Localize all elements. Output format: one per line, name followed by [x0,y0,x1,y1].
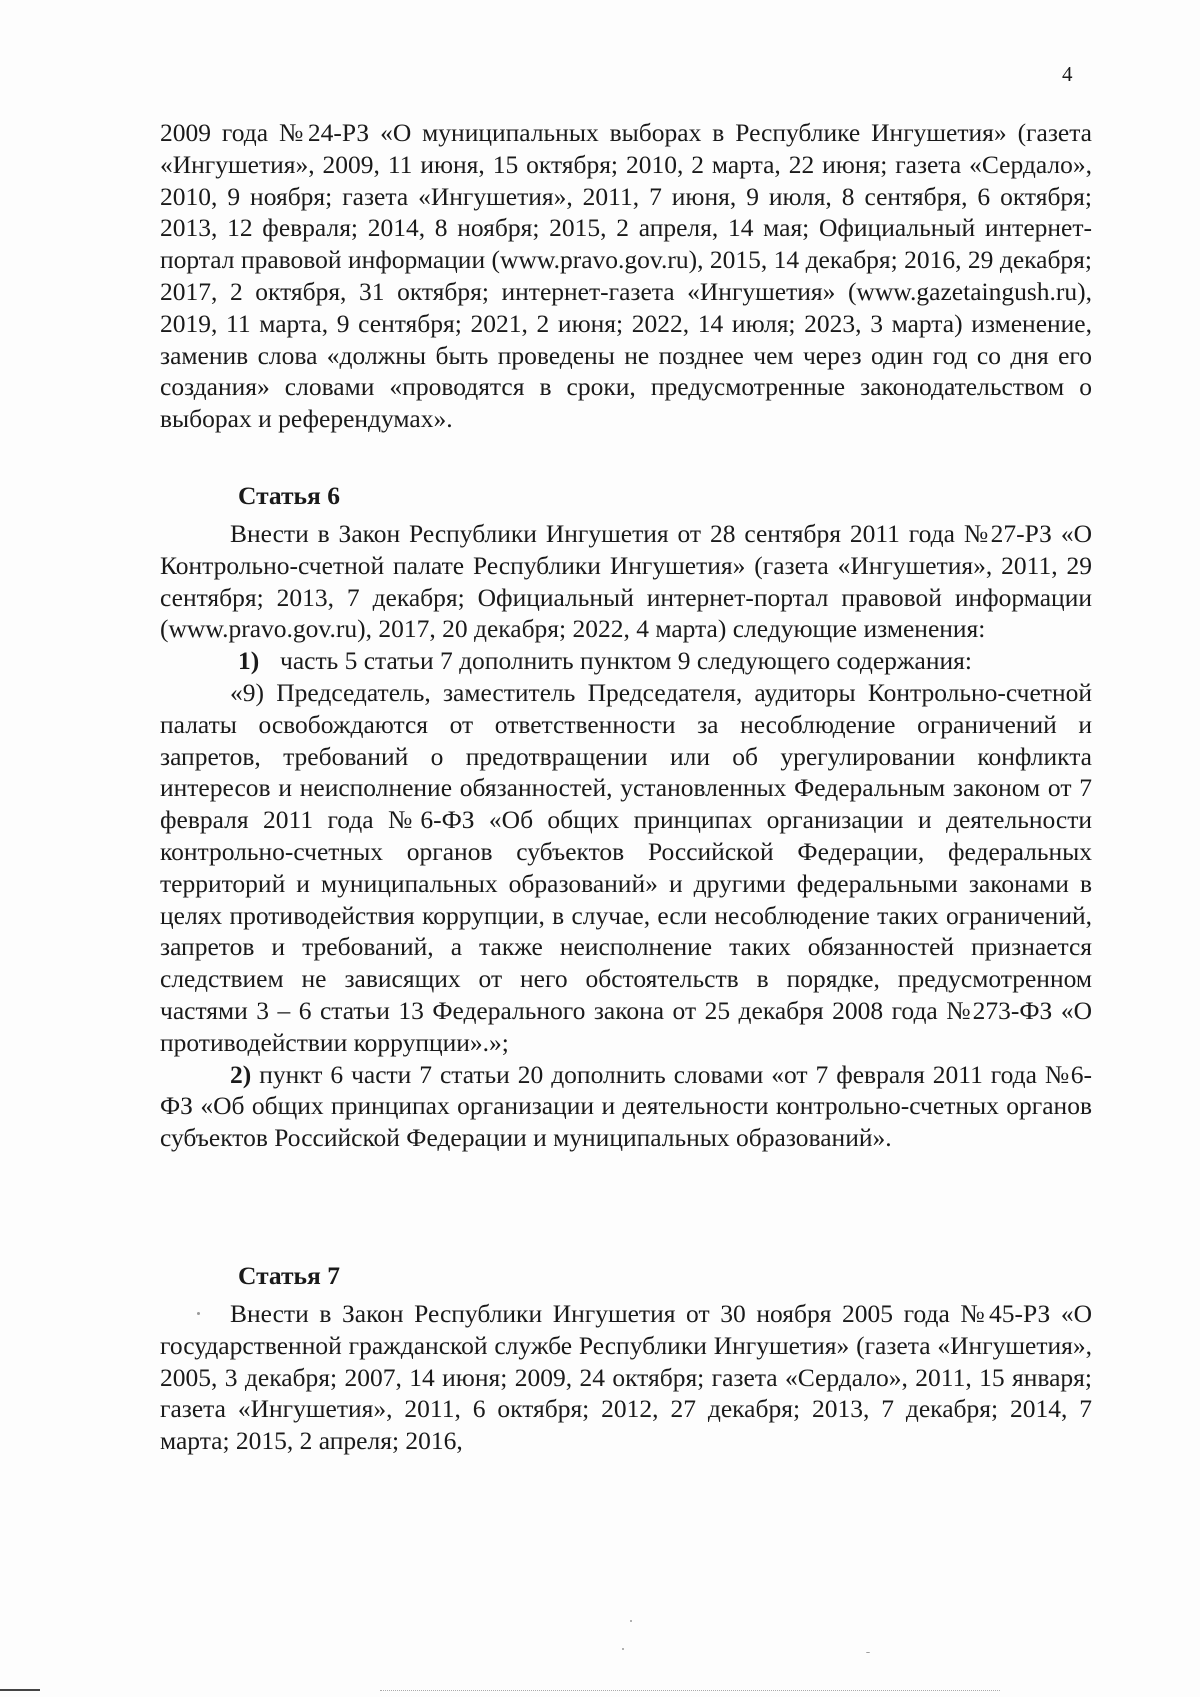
intro-block [160,117,1092,435]
intro-paragraph: 2009 года №24-РЗ «О муниципальных выборах в Республике Ингушетия» (газета «Ингушетия», 2009, 11 июня, 15 октября; 2010, 2 марта, 22 июня; газета «Сердало», 2010, 9 ноября; газета «Ингушетия», 2011, 7 июня, 9 июля, 8 сентября, 6 октября; 2013, 12 февраля; 2014, 8 ноября; 2015, 2 апреля, 14 мая; Официальный интернет-портал правовой информации (www.pravo.gov.ru), 2015, 14 декабря; 2016, 29 декабря; 2017, 2 октября, 31 октября; интернет-газета «Ингушетия» (www.gazetaingush.ru), 2019, 11 марта, 9 сентября; 2021, 2 июня; 2022, 14 июля; 2023, 3 марта) изменение, заменив слова «должны быть проведены не позднее чем через один год со дня его создания» словами «проводятся в сроки, предусмотренные законодательством о выборах и референдумах». [160,118,1092,434]
article-6-item-1-number: 1) [238,646,260,676]
scan-speck [630,1620,632,1622]
scan-edge-line [0,1689,1200,1691]
article-6-intro: Внести в Закон Республики Ингушетия от 28 сентября 2011 года №27-РЗ «О Контрольно-счетной палате Республики Ингушетия» (газета «Ингушетия», 2011, 29 сентября; 2013, 7 декабря; Официальный интернет-портал правовой информации (www.pravo.gov.ru), 2017, 20 декабря; 2022, 4 марта) следующие изменения: [160,519,1092,644]
scan-speck [866,1652,870,1653]
scan-speck [197,1312,200,1315]
page-number: 4 [1062,62,1073,86]
scan-speck [622,1648,624,1650]
article-6 [160,480,1092,1154]
article-7-heading: Статья 7 [238,1261,340,1290]
article-6-item-2-number: 2) [230,1059,252,1089]
article-6-quote: «9) Председатель, заместитель Председателя, аудиторы Контрольно-счетной палаты освобождаются от ответственности за несоблюдение ограничений и запретов, требований о предотвращении или об урегулировании конфликта интересов и неисполнение обязанностей, установленных Федеральным законом от 7 февраля 2011 года №6-ФЗ «Об общих принципах организации и деятельности контрольно-счетных органов субъектов Российской Федерации, федеральных территорий и муниципальных образований» и другими федеральными законами в целях противодействия коррупции, в случае, если несоблюдение таких ограничений, запретов и требований, а также неисполнение таких обязанностей признается следствием не зависящих от него обстоятельств в порядке, предусмотренном частями 3 – 6 статьи 13 Федерального закона от 25 декабря 2008 года №273-ФЗ «О противодействии коррупции».»; [160,677,1092,1057]
article-6-heading: Статья 6 [238,481,340,510]
article-7-intro: Внести в Закон Республики Ингушетия от 30 ноября 2005 года №45-РЗ «О государственной гражданской службе Республики Ингушетия» (газета «Ингушетия», 2005, 3 декабря; 2007, 14 июня; 2009, 24 октября; газета «Сердало», 2011, 15 января; газета «Ингушетия», 2011, 6 октября; 2012, 27 декабря; 2013, 7 декабря; 2014, 7 марта; 2015, 2 апреля; 2016, [160,1299,1092,1456]
article-6-item-2-text: пункт 6 части 7 статьи 20 дополнить словами «от 7 февраля 2011 года №6-ФЗ «Об общих принципах организации и деятельности контрольно-счетных органов субъектов Российской Федерации и муниципальных образований». [160,1059,1092,1153]
article-6-item-1 [160,645,1092,677]
article-6-item-2 [160,1059,1092,1154]
article-6-item-1-text: часть 5 статьи 7 дополнить пунктом 9 следующего содержания: [280,646,972,676]
article-7 [160,1260,1092,1457]
